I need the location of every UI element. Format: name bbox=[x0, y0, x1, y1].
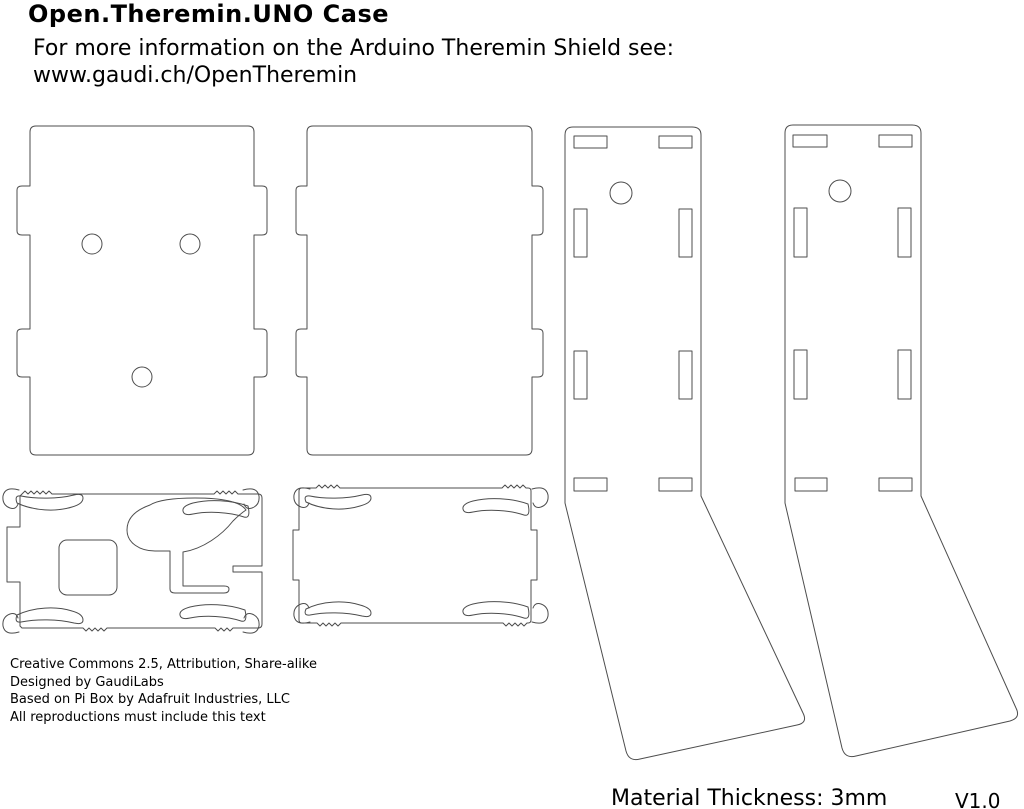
snap-hook bbox=[532, 488, 548, 508]
subtitle-line-2: www.gaudi.ch/OpenTheremin bbox=[33, 63, 358, 88]
tab-slot bbox=[794, 350, 807, 399]
tab-slot bbox=[898, 208, 911, 257]
tab-slot bbox=[679, 209, 692, 257]
front-face-outline bbox=[7, 491, 262, 631]
panel-top-plate-outline bbox=[17, 126, 267, 455]
side-stand-left-outline bbox=[565, 127, 805, 760]
snap-hook bbox=[532, 604, 548, 624]
panel-top-plate bbox=[17, 126, 267, 455]
panel-back-face bbox=[293, 485, 548, 626]
credits-line-4: All reproductions must include this text bbox=[10, 709, 266, 725]
back-face-outline bbox=[293, 485, 537, 626]
panel-bottom-plate bbox=[296, 126, 543, 455]
flex-slot bbox=[305, 602, 371, 617]
panel-bottom-plate-outline bbox=[296, 126, 543, 455]
flex-slot bbox=[463, 499, 529, 516]
credits-line-1: Creative Commons 2.5, Attribution, Share-alike bbox=[10, 657, 317, 672]
page-title: Open.Theremin.UNO Case bbox=[28, 0, 390, 28]
version-label: V1.0 bbox=[955, 789, 1001, 809]
license-credits bbox=[10, 656, 317, 726]
credits-line-2: Designed by GaudiLabs bbox=[10, 674, 164, 690]
subtitle-line-1: For more information on the Arduino Theremin Shield see: bbox=[33, 36, 674, 61]
cable-hole bbox=[610, 182, 632, 204]
tab-slot bbox=[679, 351, 692, 399]
mount-hole bbox=[82, 234, 102, 254]
cable-hole bbox=[829, 180, 851, 202]
material-thickness-note: Material Thickness: 3mm bbox=[611, 786, 888, 809]
tab-slot bbox=[574, 351, 587, 399]
tab-slot bbox=[795, 478, 827, 491]
mount-hole bbox=[180, 234, 200, 254]
tab-slot bbox=[879, 478, 912, 491]
flex-slot bbox=[305, 494, 371, 509]
flex-slot bbox=[180, 605, 246, 622]
usb-cutout bbox=[59, 540, 117, 595]
snap-hook bbox=[294, 488, 310, 508]
flex-slot bbox=[16, 608, 83, 624]
tab-slot bbox=[794, 208, 807, 257]
tab-slot bbox=[879, 135, 912, 147]
flex-slot bbox=[16, 494, 83, 510]
mount-hole bbox=[132, 367, 152, 387]
credits-line-3: Based on Pi Box by Adafruit Industries, LLC bbox=[10, 692, 290, 707]
panel-side-stand-left bbox=[565, 127, 805, 760]
panel-front-face bbox=[3, 489, 262, 633]
tab-slot bbox=[659, 478, 692, 491]
tab-slot bbox=[659, 136, 692, 148]
tab-slot bbox=[793, 135, 827, 147]
tab-slot bbox=[574, 209, 587, 257]
subtitle bbox=[33, 35, 674, 89]
snap-hook bbox=[294, 604, 310, 624]
tab-slot bbox=[574, 478, 607, 491]
side-stand-right-outline bbox=[785, 125, 1018, 757]
flex-slot bbox=[463, 602, 529, 619]
tab-slot bbox=[574, 136, 607, 148]
panel-side-stand-right bbox=[785, 125, 1018, 757]
connector-cutout bbox=[127, 498, 246, 593]
tab-slot bbox=[898, 350, 911, 399]
